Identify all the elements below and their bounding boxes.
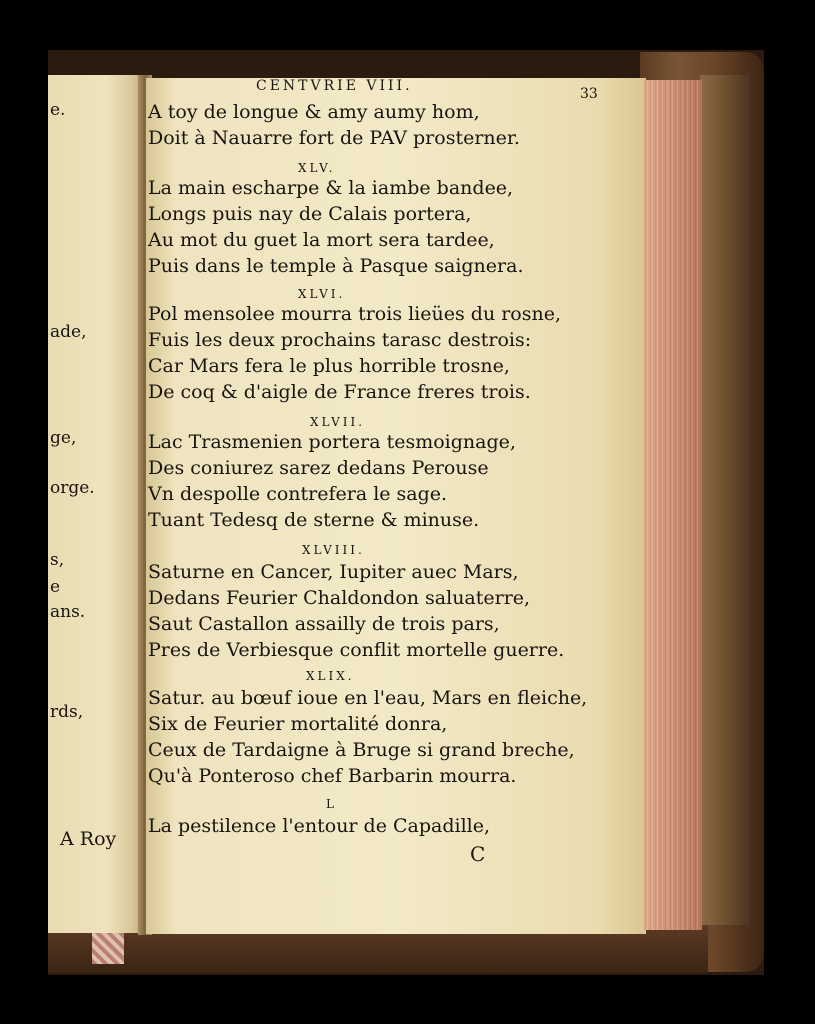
quatrain-number: L [326, 797, 337, 811]
left-fragment: ge, [50, 428, 77, 448]
verse-line: Au mot du guet la mort sera tardee, [148, 229, 495, 251]
left-fragment: ade, [50, 322, 87, 342]
verse-line: Ceux de Tardaigne à Bruge si grand breche, [148, 739, 575, 761]
quatrain-number: XLVI. [298, 287, 346, 301]
quatrain-number: XLVII. [310, 415, 366, 429]
left-fragment: e. [50, 100, 66, 120]
verse-line: Dedans Feurier Chaldondon saluaterre, [148, 587, 531, 609]
left-fragment-catchword: A Roy [60, 828, 117, 850]
verse-line: Saut Castallon assailly de trois pars, [148, 613, 500, 635]
left-fragment: ans. [50, 602, 86, 622]
verse-line: Six de Feurier mortalité donra, [148, 713, 448, 735]
signature-mark: C [470, 842, 486, 866]
verse-line: Fuis les deux prochains tarasc destrois: [148, 329, 532, 351]
verse-line: Des coniurez sarez dedans Perouse [148, 457, 489, 479]
left-fragment: s, [50, 550, 65, 570]
verse-line: La main escharpe & la iambe bandee, [148, 177, 514, 199]
verse-line: Saturne en Cancer, Iupiter auec Mars, [148, 561, 519, 583]
verse-line: Doit à Nauarre fort de PAV prosterner. [148, 127, 520, 149]
verse-line: Lac Trasmenien portera tesmoignage, [148, 431, 516, 453]
verse-line: Car Mars fera le plus horrible trosne, [148, 355, 510, 377]
ribbon-marker [92, 928, 124, 964]
quatrain-number: XLV. [298, 161, 336, 175]
folio-number: 33 [580, 86, 598, 102]
verse-line: De coq & d'aigle de France freres trois. [148, 381, 531, 403]
left-fragment: orge. [50, 478, 95, 498]
quatrain-number: XLVIII. [302, 543, 365, 557]
left-fragment: rds, [50, 702, 84, 722]
verse-line: La pestilence l'entour de Capadille, [148, 815, 491, 837]
cover-edge [700, 75, 750, 925]
verse-line: Pres de Verbiesque conflit mortelle guerre. [148, 639, 565, 661]
quatrain-number: XLIX. [306, 669, 355, 683]
verse-line: Pol mensolee mourra trois lieües du rosne, [148, 303, 562, 325]
left-fragment: e [50, 577, 61, 597]
verse-line: Qu'à Ponteroso chef Barbarin mourra. [148, 765, 517, 787]
verse-line: A toy de longue & amy aumy hom, [148, 101, 480, 123]
verse-line: Vn despolle contrefera le sage. [148, 483, 448, 505]
running-title: CENTVRIE VIII. [256, 78, 413, 94]
verse-line: Tuant Tedesq de sterne & minuse. [148, 509, 480, 531]
page-edges [644, 80, 702, 930]
verse-line: Puis dans le temple à Pasque saignera. [148, 255, 524, 277]
verse-line: Satur. au bœuf ioue en l'eau, Mars en fleiche, [148, 687, 588, 709]
verse-line: Longs puis nay de Calais portera, [148, 203, 472, 225]
left-page [48, 75, 146, 933]
